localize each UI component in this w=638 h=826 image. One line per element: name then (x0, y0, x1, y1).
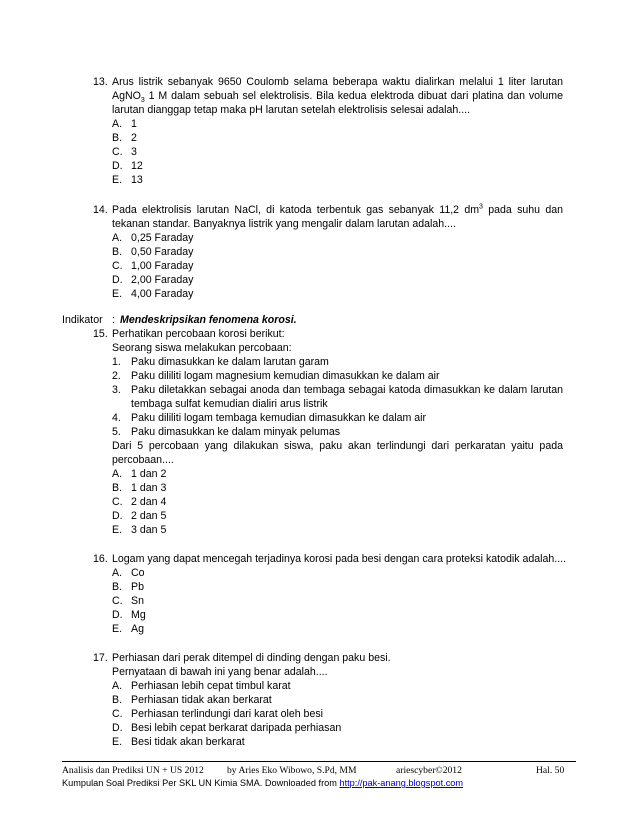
footer-title: Analisis dan Prediksi UN + US 2012 (62, 765, 204, 776)
question-13-text-line3: larutan dianggap tetap maka pH larutan setelah elektrolisis selesai adalah.... (112, 104, 471, 116)
option-label: A. (112, 232, 123, 244)
option-text: Co (131, 567, 145, 579)
option-text: 2 dan 5 (131, 510, 167, 522)
question-14-number: 14. (93, 204, 108, 216)
footer-page-number: Hal. 50 (536, 765, 565, 776)
question-14-text-line1: Pada elektrolisis larutan NaCl, di katoda terbentuk gas sebanyak 11,2 $dm^3$ pada suhu dan (112, 203, 563, 216)
footer-author: by Aries Eko Wibowo, S.Pd, MM (227, 765, 357, 776)
option-text: 3 dan 5 (131, 524, 167, 536)
step-text: Paku dililiti logam magnesium kemudian dimasukkan ke dalam air (131, 370, 440, 382)
option-text: 0,25 Faraday (131, 232, 194, 244)
question-15-line2: Seorang siswa melakukan percobaan: (112, 342, 292, 354)
option-label: B. (112, 132, 123, 144)
option-text: Mg (131, 609, 146, 621)
option-label: D. (112, 160, 123, 172)
question-16-number: 16. (93, 553, 108, 565)
option-text: Besi tidak akan berkarat (131, 736, 245, 748)
step-number: 1. (112, 356, 121, 368)
option-label: C. (112, 146, 123, 158)
option-text: Perhiasan lebih cepat timbul karat (131, 680, 291, 692)
option-label: C. (112, 260, 123, 272)
option-text: 12 (131, 160, 143, 172)
option-label: C. (112, 595, 123, 607)
footer-blog-link[interactable]: http://pak-anang.blogspot.com (339, 778, 464, 788)
option-text: 2 (131, 132, 137, 144)
option-label: D. (112, 609, 123, 621)
option-text: 1 dan 2 (131, 468, 167, 480)
option-text: 2,00 Faraday (131, 274, 194, 286)
option-text: Ag (131, 623, 144, 635)
question-17-number: 17. (93, 652, 108, 664)
indicator-label: Indikator (62, 314, 103, 326)
option-text: Perhiasan terlindungi dari karat oleh besi (131, 708, 323, 720)
option-label: E. (112, 623, 123, 635)
option-label: D. (112, 510, 123, 522)
option-text: 1 dan 3 (131, 482, 167, 494)
option-text: 3 (131, 146, 137, 158)
step-text: Paku dimasukkan ke dalam minyak pelumas (131, 426, 341, 438)
option-label: C. (112, 708, 123, 720)
question-13-text-line1: Arus listrik sebanyak 9650 Coulomb selama beberapa waktu dialirkan melalui 1 liter larutan (112, 76, 563, 88)
option-label: E. (112, 524, 123, 536)
option-text: Pb (131, 581, 144, 593)
step-number: 4. (112, 412, 121, 424)
step-text: Paku dililiti logam tembaga kemudian dimasukkan ke dalam air (131, 412, 427, 424)
footer-copyright: ariescyber©2012 (396, 765, 462, 776)
option-label: E. (112, 174, 123, 186)
question-15-question-line1: Dari 5 percobaan yang dilakukan siswa, paku akan terlindungi dari perkaratan yaitu pada (112, 440, 563, 452)
step-number: 5. (112, 426, 121, 438)
option-text: 4,00 Faraday (131, 288, 194, 300)
question-15-number: 15. (93, 328, 108, 340)
option-label: D. (112, 722, 123, 734)
question-15-question-line2: percobaan.... (112, 454, 174, 466)
option-text: 1 (131, 118, 137, 130)
question-15-line1: Perhatikan percobaan korosi berikut: (112, 328, 285, 340)
option-label: B. (112, 482, 123, 494)
question-14-text-line2: tekanan standar. Banyaknya listrik yang mengalir dalam larutan adalah.... (112, 218, 456, 230)
option-label: A. (112, 118, 123, 130)
option-text: Besi lebih cepat berkarat daripada perhiasan (131, 722, 342, 734)
option-label: A. (112, 567, 123, 579)
question-17-line1: Perhiasan dari perak ditempel di dinding dengan paku besi. (112, 652, 391, 664)
question-13-text-line2: AgNO$_3$ 1 M dalam sebuah sel elektrolisis. Bila kedua elektroda dibuat dari platina dan volume (112, 90, 563, 105)
footer-rule (62, 761, 576, 762)
indicator-colon: : (112, 314, 115, 326)
question-17-line2: Pernyataan di bawah ini yang benar adalah.... (112, 666, 328, 678)
option-text: Sn (131, 595, 144, 607)
option-label: E. (112, 288, 123, 300)
option-label: E. (112, 736, 123, 748)
option-label: D. (112, 274, 123, 286)
step-text: Paku dimasukkan ke dalam larutan garam (131, 356, 329, 368)
option-label: A. (112, 680, 123, 692)
option-label: B. (112, 246, 123, 258)
footer-source-text: Kumpulan Soal Prediksi Per SKL UN Kimia SMA. Downloaded from (62, 778, 340, 788)
option-text: 2 dan 4 (131, 496, 167, 508)
option-label: C. (112, 496, 123, 508)
option-label: B. (112, 581, 123, 593)
option-text: 1,00 Faraday (131, 260, 194, 272)
option-text: 13 (131, 174, 143, 186)
step-number: 2. (112, 370, 121, 382)
option-text: 0,50 Faraday (131, 246, 194, 258)
step-number: 3. (112, 384, 121, 396)
indicator-text: Mendeskripsikan fenomena korosi. (120, 314, 297, 326)
footer-source (62, 777, 463, 790)
option-text: Perhiasan tidak akan berkarat (131, 694, 272, 706)
option-label: A. (112, 468, 123, 480)
step-text-continued: tembaga sulfat kemudian dialiri arus listrik (131, 398, 328, 410)
question-16-line1: Logam yang dapat mencegah terjadinya korosi pada besi dengan cara proteksi katodik adalah.... (112, 553, 567, 565)
step-text: Paku diletakkan sebagai anoda dan tembaga sebagai katoda dimasukkan ke dalam larutan (131, 384, 563, 396)
option-label: B. (112, 694, 123, 706)
question-13-number: 13. (93, 76, 108, 88)
